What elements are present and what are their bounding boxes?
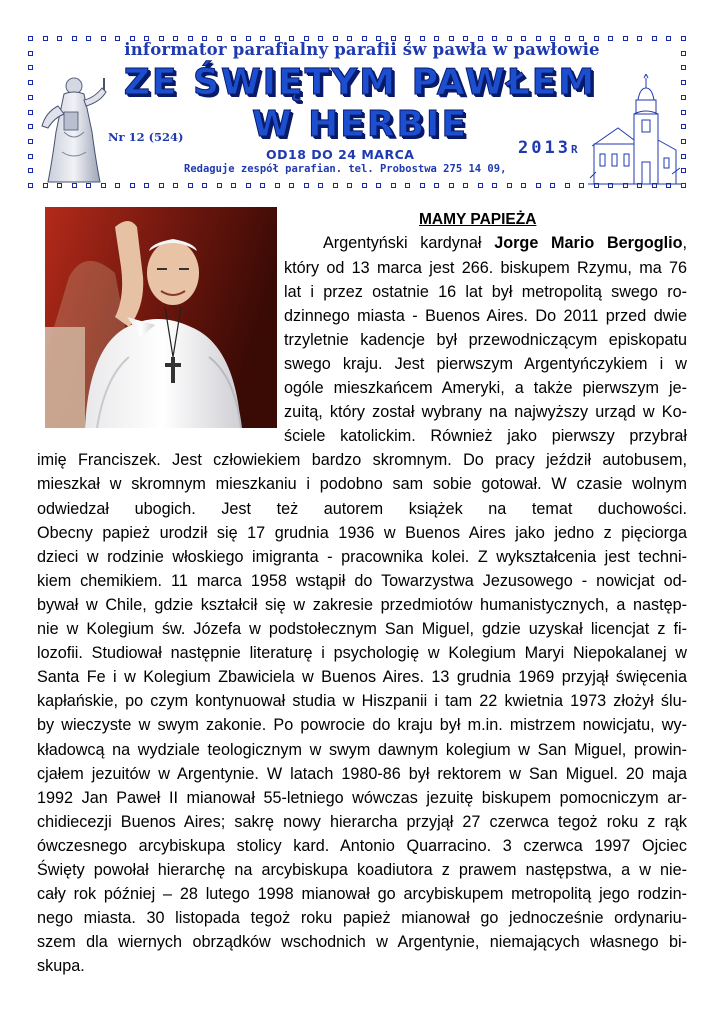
article-line: Santa Fe i w Kolegium Zbawiciela w Buenos Aires. 13 grudnia 1969 przyjął święcenia: [37, 668, 687, 687]
article-line: trzyletnie kadencje był przewodniczącym episkopatu: [284, 330, 687, 349]
article-line: skupa.: [37, 957, 85, 976]
article-line: cały rok później – 28 lutego 1998 mianował go arcybiskupem metropolitą jego rodzin-: [37, 885, 687, 904]
article-line: nego miasta. 30 listopada tegoż roku papież mianował go jednocześnie ordynariu-: [37, 909, 687, 928]
article-line: szem dla wiernych obrządków wschodnich w Argentynie, niemających własnego bi-: [37, 933, 687, 952]
article-line: Święty powołał hierarchę na arcybiskupa koadiutora z prawem następstwa, a w nie-: [37, 861, 687, 879]
article-line: Obecny papież urodził się 17 grudnia 1936 w Buenos Aires jako jedno z pięciorga: [37, 523, 687, 542]
article-line: swego kraju. Jest pierwszym Argentyńczykiem i w: [284, 354, 687, 373]
article-line: który od 13 marca jest 266. biskupem Rzymu, ma 76: [284, 258, 687, 277]
article-line: kapłańskie, po czym kontynuował studia w Hiszpanii i tam 22 kwietnia 1973 złożył ślu-: [37, 692, 687, 711]
article-line: mieszkał w skromnym mieszkaniu i podobno sam sobie gotował. W czasie wolnym: [37, 475, 687, 494]
first-line-prefix: Argentyński kardynał: [323, 234, 495, 252]
article-line: ściele katolickim. Również jako pierwszy przybrał: [284, 427, 687, 446]
article-line: kiem chemikiem. 11 marca 1958 wstąpił do Towarzystwa Jezusowego - nowicjat od-: [37, 571, 687, 590]
issue-number: Nr 12 (524): [108, 130, 184, 144]
article-line: chidiecezji Buenos Aires; sakrę nowy hierarcha przyjął 27 czerwca tegoż roku z rąk: [37, 812, 687, 831]
year-suffix: R: [570, 143, 578, 156]
article-title: MAMY PAPIEŻA: [419, 211, 537, 228]
article-line: bywał w Chile, gdzie kształcił się w zakresie przedmiotów humanistycznych, a następ-: [37, 595, 687, 614]
article-line: odwiedzał ubogich. Jest też autorem książek na temat duchowości.: [37, 499, 687, 518]
article-line: lat i przez ostatnie 16 lat był metropolitą swego ro-: [284, 282, 687, 301]
issue-date-range: OD18 DO 24 MARCA: [266, 147, 415, 162]
article-line: cjałem jezuitów w Argentynie. W latach 1980-86 był rektorem w San Miguel. 20 maja: [37, 764, 687, 783]
article-first-line: [323, 231, 687, 255]
article-line: nie w Kolegium św. Józefa w podstołecznym San Miguel, gdzie uzyskał licencjat z fi-: [37, 620, 687, 638]
article-line: by wieczyste w swym zakonie. Po powrocie do kraju był m.in. mistrzem nowicjatu, wy-: [37, 716, 687, 735]
article-line: ówczesnego arcybiskupa stolicy kard. Antonio Quarracino. 3 czerwca 1997 Ojciec: [37, 836, 687, 855]
cardinal-name: Jorge Mario Bergoglio: [494, 234, 683, 252]
newsletter-title-line1: ZE ŚWIĘTYM PAWŁEM: [123, 62, 597, 103]
article-line: dzieci w rodzinie włoskiego imigranta - pracownika kolei. Z wykształcenia jest techni-: [37, 547, 687, 566]
editors-contact-line: Redaguje zespół parafian. tel. Probostwa 275 14 09,: [184, 163, 507, 175]
article-line: lozofii. Studiował następnie literaturę i psychologię w Kolegium Maryi Niepokalanej w: [37, 644, 687, 663]
article-line: 1992 Jan Paweł II mianował 55-letniego wówczas jezuitę biskupem pomocniczym ar-: [37, 788, 687, 807]
first-line-suffix: ,: [682, 234, 687, 252]
article-line: ogóle mieszkańcem Ameryki, a także pierwszym je-: [284, 379, 687, 397]
newsletter-title-line2: W HERBIE: [251, 104, 469, 145]
article-line: dzinnego miasta - Buenos Aires. Do 2011 przed dwie: [284, 306, 687, 325]
article-line: zuitą, który został wybrany na najwyższy urząd w Ko-: [284, 403, 687, 422]
article-line: imię Franciszek. Jest człowiekiem bardzo skromnym. Do pracy jeździł autobusem,: [37, 451, 687, 470]
article-line: kładowcą na wydziale teologicznym w swym dawnym kolegium w San Miguel, prowin-: [37, 740, 687, 759]
year-digits: 2013: [518, 138, 571, 158]
newsletter-banner: informator parafialny parafii św pawła w pawłowie: [124, 40, 600, 59]
